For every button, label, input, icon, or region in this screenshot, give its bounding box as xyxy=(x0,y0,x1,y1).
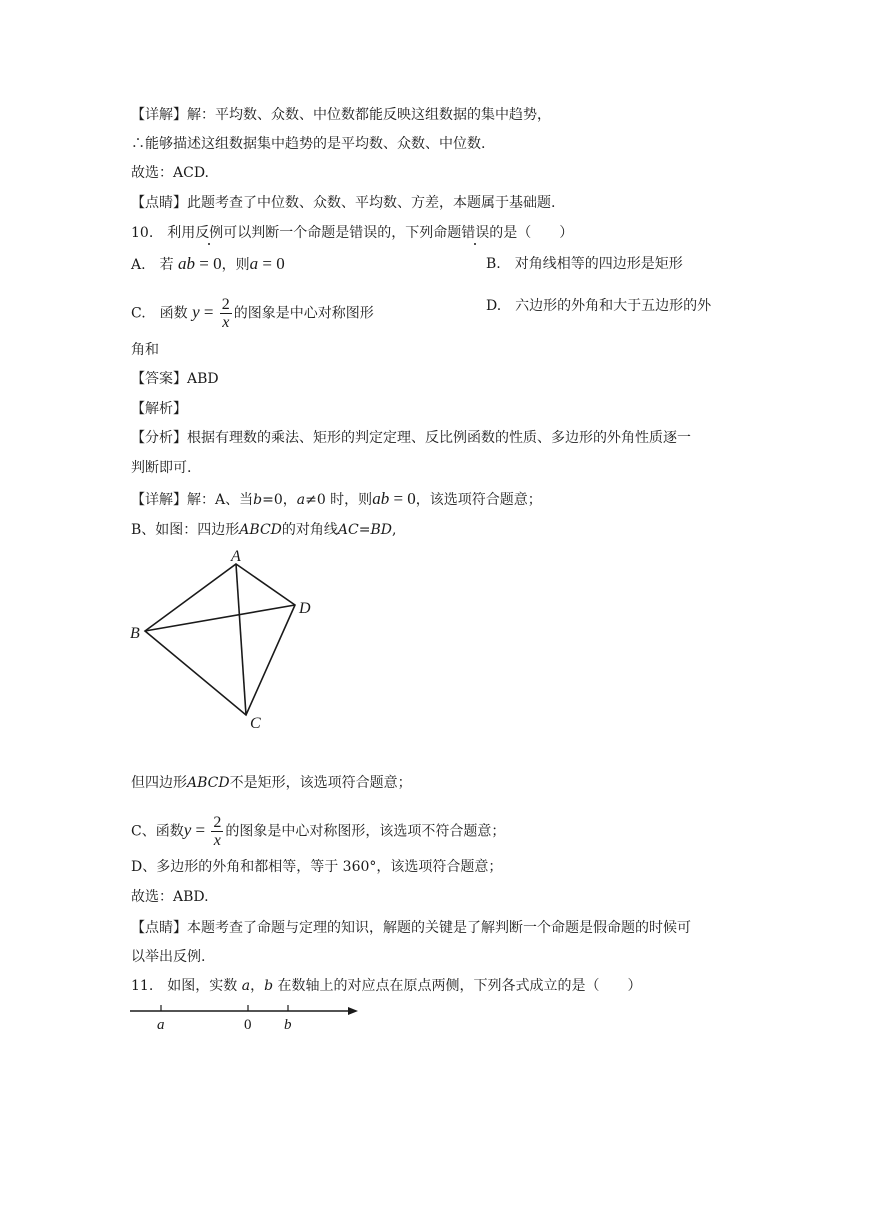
math-term: ab xyxy=(178,254,196,273)
detail-text: , xyxy=(391,522,397,538)
comment-label: 【点睛】 xyxy=(131,195,187,211)
number-line-label-a: a xyxy=(157,1017,165,1033)
q10-stem xyxy=(131,223,573,243)
comment-text: 本题考查了命题与定理的知识，解题的关键是了解判断一个命题是假命题的时候可 xyxy=(187,920,691,936)
quadrilateral-outline xyxy=(145,564,295,715)
fraction xyxy=(211,814,223,849)
q10-fenxi-cont: 判断即可. xyxy=(131,460,192,476)
fraction-numerator: 2 xyxy=(221,296,230,313)
number-line-label-zero: 0 xyxy=(244,1017,252,1033)
comment-text: 此题考查了中位数、众数、平均数、方差，本题属于基础题. xyxy=(187,195,556,211)
q10-comment-cont: 以举出反例. xyxy=(131,949,206,965)
math-term: = xyxy=(199,302,218,322)
comment-label: 【点睛】 xyxy=(131,920,187,936)
q10-analysis: 【解析】 xyxy=(131,401,187,417)
detail-text: ≠0 时，则 xyxy=(305,492,373,508)
detail-text: 的对角线 xyxy=(281,522,338,538)
q9-detail xyxy=(131,105,551,125)
q10-detail-c xyxy=(131,814,505,849)
q11-stem xyxy=(131,976,642,996)
math-term: b xyxy=(264,978,274,994)
stem-part: 利用 xyxy=(167,225,196,241)
stem-part: 可以判断一个命题是错误的，下列命题 xyxy=(223,225,462,241)
quadrilateral-figure xyxy=(125,545,325,735)
math-term: ABCD xyxy=(187,775,230,791)
diagonal-bd xyxy=(145,605,295,631)
q10-choice: 故选：ABD. xyxy=(131,889,209,905)
q10-comment xyxy=(131,918,691,938)
math-term: b xyxy=(253,492,263,508)
q9-conclusion: ∴能够描述这组数据集中趋势的是平均数、众数、中位数. xyxy=(131,136,486,152)
diagonal-ac xyxy=(236,564,246,715)
math-term: = 0 xyxy=(258,254,285,273)
q10-option-c xyxy=(131,296,374,331)
stem-part: 的是（ ） xyxy=(489,225,574,241)
math-term: a xyxy=(241,978,251,994)
detail-text: ，该选项符合题意； xyxy=(415,492,542,508)
option-text: ，则 xyxy=(221,257,250,273)
option-label: A. xyxy=(131,257,146,273)
q10-option-d-cont: 角和 xyxy=(131,342,159,358)
detail-label: 【详解】 xyxy=(131,107,187,123)
answer-label: 【答案】 xyxy=(131,371,187,387)
question-number: 10. xyxy=(131,225,154,241)
math-term: a xyxy=(296,492,306,508)
math-term: y xyxy=(183,820,192,840)
detail-text: 解：A、当 xyxy=(187,492,254,508)
math-term: = xyxy=(191,820,210,840)
math-term: y xyxy=(192,302,200,322)
fraction-numerator: 2 xyxy=(213,814,222,831)
fraction-denominator: x xyxy=(222,314,230,331)
detail-text: C、函数 xyxy=(131,823,184,840)
q9-choice: 故选：ACD. xyxy=(131,165,209,181)
fraction xyxy=(220,296,232,331)
answer-value: ABD xyxy=(187,371,219,387)
option-text: C. 函数 xyxy=(131,305,188,322)
q10-but xyxy=(131,773,412,793)
math-term: = 0 xyxy=(195,254,222,273)
detail-label: 【详解】 xyxy=(131,492,187,508)
q10-answer xyxy=(131,369,219,389)
math-term: = 0 xyxy=(389,489,416,508)
detail-text: 的图象是中心对称图形，该选项不符合题意； xyxy=(225,823,506,840)
vertex-label-d: D xyxy=(299,600,311,617)
vertex-label-b: B xyxy=(130,625,140,642)
detail-text: B、如图：四边形 xyxy=(131,522,240,538)
stem-emphasis: 反例 xyxy=(195,225,224,241)
q10-option-b: B. 对角线相等的四边形是矩形 xyxy=(486,256,683,272)
option-text: 若 xyxy=(159,257,174,273)
vertex-label-c: C xyxy=(250,715,261,732)
detail-text: 不是矩形，该选项符合题意； xyxy=(229,775,412,791)
math-term: ABCD xyxy=(239,522,282,538)
stem-part: 11. 如图，实数 xyxy=(131,978,238,994)
stem-emphasis: 错误 xyxy=(461,225,490,241)
q10-detail-b xyxy=(131,520,396,540)
analysis-text: 根据有理数的乘法、矩形的判定定理、反比例函数的性质、多边形的外角性质逐一 xyxy=(187,430,691,446)
math-term: a xyxy=(249,254,259,273)
number-line-figure xyxy=(128,1002,363,1038)
q10-fenxi xyxy=(131,428,691,448)
stem-part: ， xyxy=(250,978,265,994)
q10-option-d: D. 六边形的外角和大于五边形的外 xyxy=(486,298,712,314)
fraction-denominator: x xyxy=(213,832,221,849)
q10-detail-d: D、多边形的外角和都相等，等于 360°，该选项符合题意； xyxy=(131,859,503,875)
detail-text: 但四边形 xyxy=(131,775,187,791)
math-term: ab xyxy=(372,489,390,508)
q10-option-a xyxy=(131,254,285,275)
detail-text: =0， xyxy=(262,492,297,508)
arrow-right-icon xyxy=(348,1007,358,1015)
vertex-label-a: A xyxy=(231,548,241,565)
q9-comment xyxy=(131,193,555,213)
option-text: 的图象是中心对称图形 xyxy=(233,305,374,322)
analysis-label: 【分析】 xyxy=(131,430,187,446)
math-term: AC=BD xyxy=(337,522,392,538)
detail-text: 解：平均数、众数、中位数都能反映这组数据的集中趋势， xyxy=(187,107,551,123)
q10-detail-a xyxy=(131,489,542,510)
stem-part: 在数轴上的对应点在原点两侧，下列各式成立的是（ ） xyxy=(277,978,642,994)
number-line-label-b: b xyxy=(284,1017,292,1033)
